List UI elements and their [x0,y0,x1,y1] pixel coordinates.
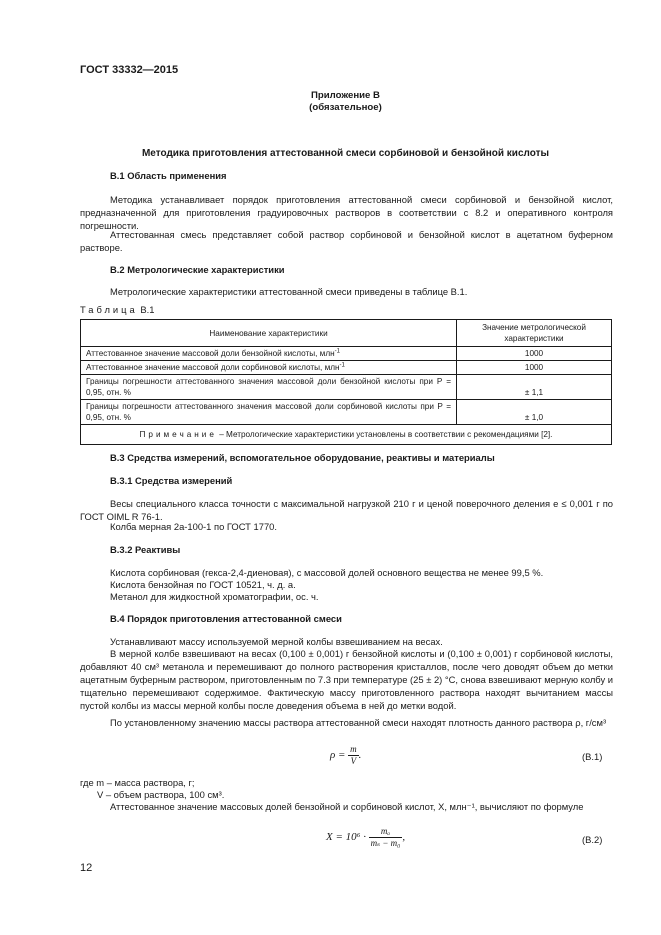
section-b4-paragraph-2: В мерной колбе взвешивают на весах (0,100 ± 0,001) г бензойной кислоты и (0,100 ± 0,001) г сорбиновой кислоты, добавляют 40 см³ метанола и перемешивают до полного растворения кристаллов, после чего доводят объем до метки ацетатным буферным раствором, приготовленным по 7.3 при температуре (25 ± 2) °С, снова взвешивают мерную колбу и тщательно перемешивают содержимое. Фактическую массу приготовленного раствора находят вычитанием массы пустой колбы из массы мерной колбы после доведения объема в ней до метки водой. [80,648,613,711]
table-note-word: Примечание [139,430,217,439]
equation-b2: X = 10⁶ · $\frac{\text{mₐ}}{\text{mₛ − m₀}}$ , [326,826,406,848]
table-cell-value: 1000 [457,361,612,375]
reagent-item: Кислота бензойная по ГОСТ 10521, ч. д. а. [110,579,296,590]
table-note [81,425,612,445]
section-b31-paragraph-2: Колба мерная 2а-100-1 по ГОСТ 1770. [110,521,277,532]
standard-header: ГОСТ 33332—2015 [80,64,179,76]
section-b4-paragraph-4: Аттестованное значение массовых долей бензойной и сорбиновой кислот, X, млн⁻¹, вычисляют по формуле [110,801,584,812]
section-b32-heading: В.3.2 Реактивы [110,544,181,555]
section-b1-paragraph-1: Методика устанавливает порядок приготовления аттестованной смеси сорбиновой и бензойной кислот, предназначенной для приготовления градуировочных растворов в соответствии с 8.2 и оперативного контроля погрешности. [80,194,613,231]
reagent-item: Кислота сорбиновая (гекса-2,4-диеновая), с массовой долей основного вещества не менее 99,5 %. [110,567,544,578]
table-note-row [81,425,612,445]
section-b2-paragraph: Метрологические характеристики аттестованной смеси приведены в таблице В.1. [110,286,468,297]
table-row [81,400,612,425]
table-header-name: Наименование характеристики [81,320,457,347]
table-cell-value: 1000 [457,347,612,361]
table-caption-number: В.1 [140,304,155,315]
equation-b1-label: (В.1) [582,751,603,762]
equation-b1-numerator: m [350,744,357,754]
table-cell-name: Аттестованное значение массовой доли сорбиновой кислоты, млн$^{-1}$ [81,361,457,375]
section-b31-paragraph-1: Весы специального класса точности с максимальной нагрузкой 210 г и ценой поверочного деления e ≤ 0,001 г по ГОСТ OIML R 76-1. [80,498,613,522]
table-cell-name: Границы погрешности аттестованного значения массовой доли сорбиновой кислоты при P = 0,95, отн. % [81,400,457,425]
section-b1-heading: В.1 Область применения [110,170,227,181]
table-header-value: Значение метрологической характеристики [457,320,612,347]
section-b4-paragraph-3: По установленному значению массы раствора аттестованной смеси находят плотность данного раствора ρ, г/см³ [110,717,607,728]
equation-b1-denominator: V [350,756,357,766]
table-row [81,375,612,400]
equation-b2-denominator: mₛ − m₀ [370,838,401,848]
appendix-title: Приложение В [311,90,380,101]
section-b1-paragraph-2: Аттестованная смесь представляет собой раствор сорбиновой и бензойной кислот в ацетатном буферном растворе. [80,229,613,253]
section-b31-heading: В.3.1 Средства измерений [110,475,233,486]
table-caption [80,303,154,316]
appendix-status: (обязательное) [309,102,382,113]
equation-b1-lhs: ρ = [330,748,346,761]
section-b2-heading: В.2 Метрологические характеристики [110,264,285,275]
equation-b1: ρ = $\frac{m}{V}$ . [330,744,362,766]
metrology-table [80,319,612,445]
table-note-text: – Метрологические характеристики установлены в соответствии с рекомендациями [2]. [219,430,553,439]
section-b4-paragraph-1: Устанавливают массу используемой мерной колбы взвешиванием на весах. [110,636,443,647]
where-v: V – объем раствора, 100 см³. [97,789,225,800]
table-cell-value: ± 1,0 [457,400,612,425]
table-header-row [81,320,612,347]
table-cell-name: Границы погрешности аттестованного значения массовой доли бензойной кислоты при P = 0,95, отн. % [81,375,457,400]
section-b3-heading: В.3 Средства измерений, вспомогательное оборудование, реактивы и материалы [110,452,495,463]
table-cell-value: ± 1,1 [457,375,612,400]
section-b4-heading: В.4 Порядок приготовления аттестованной смеси [110,613,342,624]
table-row [81,361,612,375]
table-cell-name: Аттестованное значение массовой доли бензойной кислоты, млн$^{-1}$ [81,347,457,361]
equation-b2-numerator: mₐ [369,826,403,838]
reagent-item: Метанол для жидкостной хроматографии, ос. ч. [110,591,319,602]
equation-b2-label: (В.2) [582,834,603,845]
main-title: Методика приготовления аттестованной смеси сорбиновой и бензойной кислоты [141,148,550,159]
where-m: где m – масса раствора, г; [80,777,195,788]
table-row [81,347,612,361]
table-caption-word: Таблица [80,304,138,315]
equation-b2-fraction [369,826,403,849]
page-number: 12 [80,862,93,874]
equation-b2-lhs: X = 10⁶ · [326,830,366,843]
equation-b1-fraction [348,744,359,767]
